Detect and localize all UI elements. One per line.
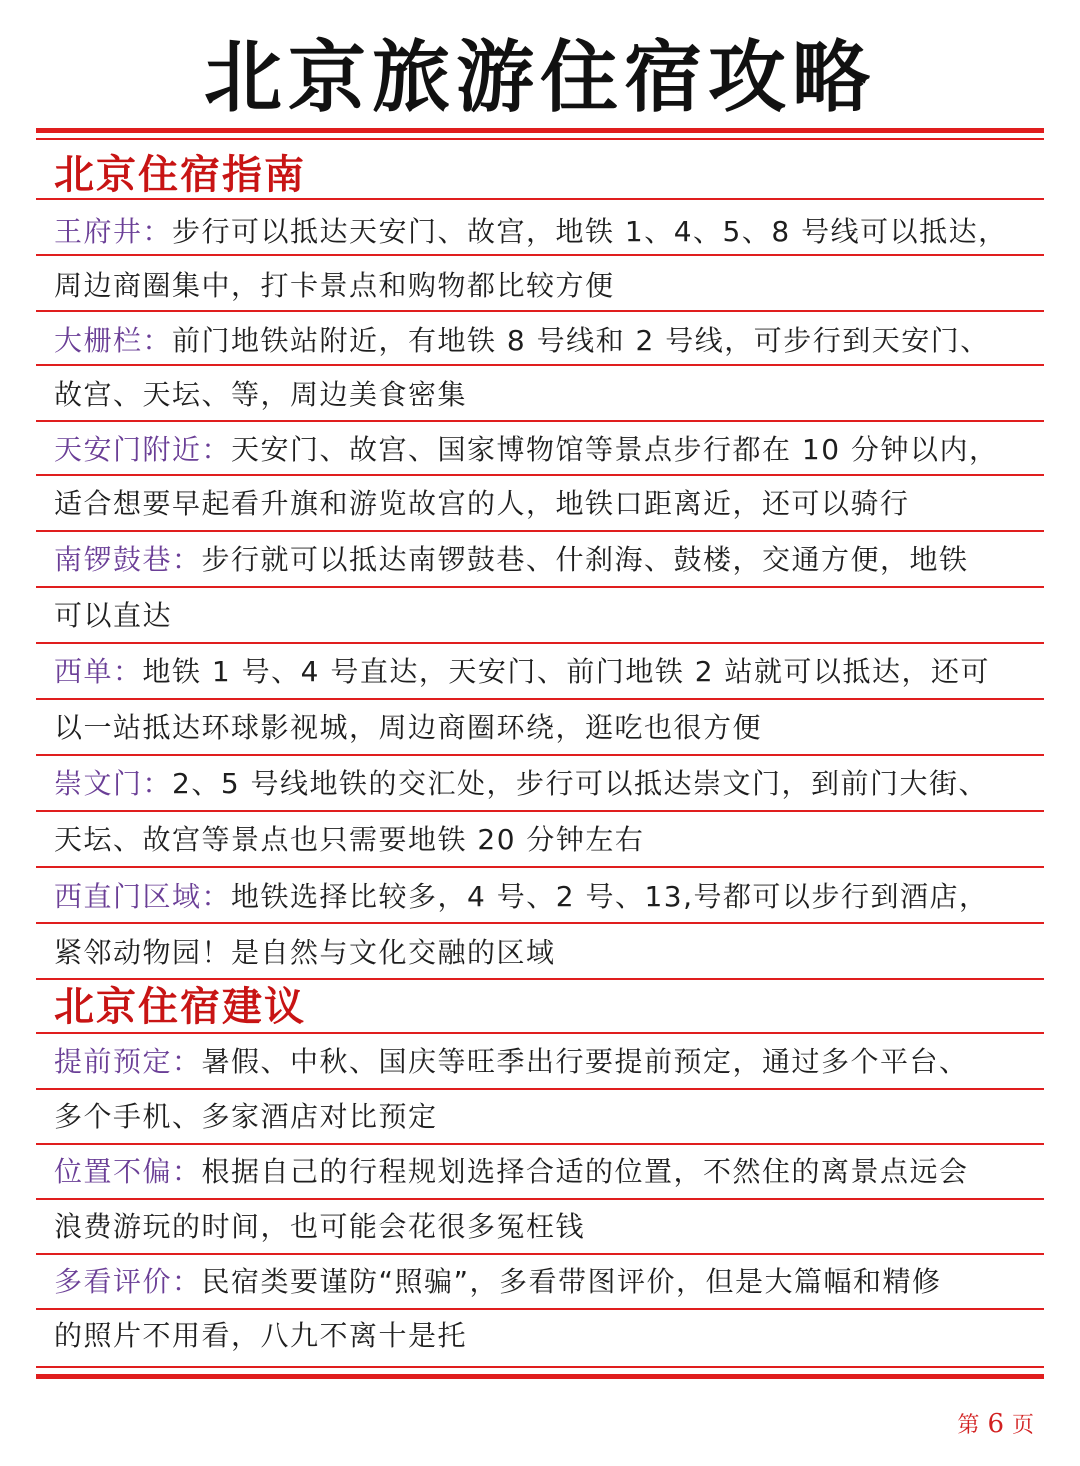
entry-book-early-line1 <box>54 1042 1050 1082</box>
entry-term: 王府井： <box>54 215 173 248</box>
rule <box>36 1143 1044 1145</box>
page-number-prefix: 第 <box>957 1413 980 1438</box>
entry-location-line2: 浪费游玩的时间，也可能会花很多冤枉钱 <box>54 1210 586 1243</box>
rule <box>36 310 1044 312</box>
entry-dashilan-line2: 故宫、天坛、等，周边美食密集 <box>54 378 468 411</box>
page-title: 北京旅游住宿攻略 <box>203 33 876 123</box>
entry-text: 根据自己的行程规划选择合适的位置，不然住的离景点远会 <box>201 1155 969 1188</box>
entry-wangfujing-line2: 周边商圈集中，打卡景点和购物都比较方便 <box>54 269 615 302</box>
entry-wangfujing-line1 <box>54 212 1050 252</box>
entry-text: 民宿类要谨防“照骗”，多看带图评价，但是大篇幅和精修 <box>201 1265 942 1298</box>
entry-text: 地铁 1 号、4 号直达，天安门、前门地铁 2 站就可以抵达，还可 <box>142 655 990 688</box>
rule <box>36 1032 1044 1034</box>
page-number <box>957 1408 1034 1439</box>
page-number-suffix: 页 <box>1011 1413 1034 1438</box>
entry-term: 位置不偏： <box>54 1155 202 1188</box>
rule <box>36 364 1044 366</box>
rule <box>36 1088 1044 1090</box>
entry-chongwenmen-line1 <box>54 764 1050 804</box>
rule <box>36 866 1044 868</box>
rule <box>36 420 1044 422</box>
rule <box>36 922 1044 924</box>
entry-nanluoguxiang-line2: 可以直达 <box>54 599 173 632</box>
entry-text: 暑假、中秋、国庆等旺季出行要提前预定，通过多个平台、 <box>201 1045 969 1078</box>
rule <box>36 530 1044 532</box>
entry-text: 前门地铁站附近，有地铁 8 号线和 2 号线，可步行到天安门、 <box>172 324 990 357</box>
rule <box>36 754 1044 756</box>
entry-text: 天安门、故宫、国家博物馆等景点步行都在 10 分钟以内， <box>231 433 999 466</box>
entry-text: 步行可以抵达天安门、故宫，地铁 1、4、5、8 号线可以抵达， <box>172 215 1008 248</box>
entry-xizhimen-line1 <box>54 877 1050 917</box>
entry-nanluoguxiang-line1 <box>54 540 1050 580</box>
entry-text: 步行就可以抵达南锣鼓巷、什刹海、鼓楼，交通方便，地铁 <box>201 543 969 576</box>
entry-tiananmen-line1 <box>54 430 1050 470</box>
top-rule <box>36 128 1044 133</box>
rule <box>36 586 1044 588</box>
entry-xizhimen-line2: 紧邻动物园！是自然与文化交融的区域 <box>54 936 556 969</box>
rule <box>36 1308 1044 1310</box>
top-rule-thin <box>36 138 1044 140</box>
entry-book-early-line2: 多个手机、多家酒店对比预定 <box>54 1100 438 1133</box>
entry-chongwenmen-line2: 天坛、故宫等景点也只需要地铁 20 分钟左右 <box>54 823 645 856</box>
entry-term: 西单： <box>54 655 143 688</box>
entry-xidan-line1 <box>54 652 1050 692</box>
rule <box>36 1198 1044 1200</box>
rule <box>36 698 1044 700</box>
entry-term: 崇文门： <box>54 767 173 800</box>
rule <box>36 198 1044 200</box>
entry-text: 2、5 号线地铁的交汇处，步行可以抵达崇文门，到前门大街、 <box>172 767 989 800</box>
entry-reviews-line2: 的照片不用看，八九不离十是托 <box>54 1319 468 1352</box>
entry-tiananmen-line2: 适合想要早起看升旗和游览故宫的人，地铁口距离近，还可以骑行 <box>54 487 910 520</box>
page-number-value: 6 <box>987 1409 1004 1439</box>
rule <box>36 978 1044 980</box>
entry-term: 西直门区域： <box>54 880 232 913</box>
rule <box>36 810 1044 812</box>
section-heading-advice: 北京住宿建议 <box>54 984 306 1030</box>
entry-term: 提前预定： <box>54 1045 202 1078</box>
rule <box>36 1253 1044 1255</box>
entry-dashilan-line1 <box>54 321 1050 361</box>
entry-term: 南锣鼓巷： <box>54 543 202 576</box>
entry-term: 天安门附近： <box>54 433 232 466</box>
entry-location-line1 <box>54 1152 1050 1192</box>
entry-term: 大栅栏： <box>54 324 173 357</box>
entry-reviews-line1 <box>54 1262 1050 1302</box>
section-heading-guide: 北京住宿指南 <box>54 152 306 198</box>
entry-term: 多看评价： <box>54 1265 202 1298</box>
rule <box>36 474 1044 476</box>
bottom-rule <box>36 1374 1044 1379</box>
rule <box>36 642 1044 644</box>
entry-xidan-line2: 以一站抵达环球影视城，周边商圈环绕，逛吃也很方便 <box>54 711 763 744</box>
entry-text: 地铁选择比较多，4 号、2 号、13,号都可以步行到酒店， <box>231 880 989 913</box>
bottom-rule-thin <box>36 1366 1044 1368</box>
rule <box>36 254 1044 256</box>
